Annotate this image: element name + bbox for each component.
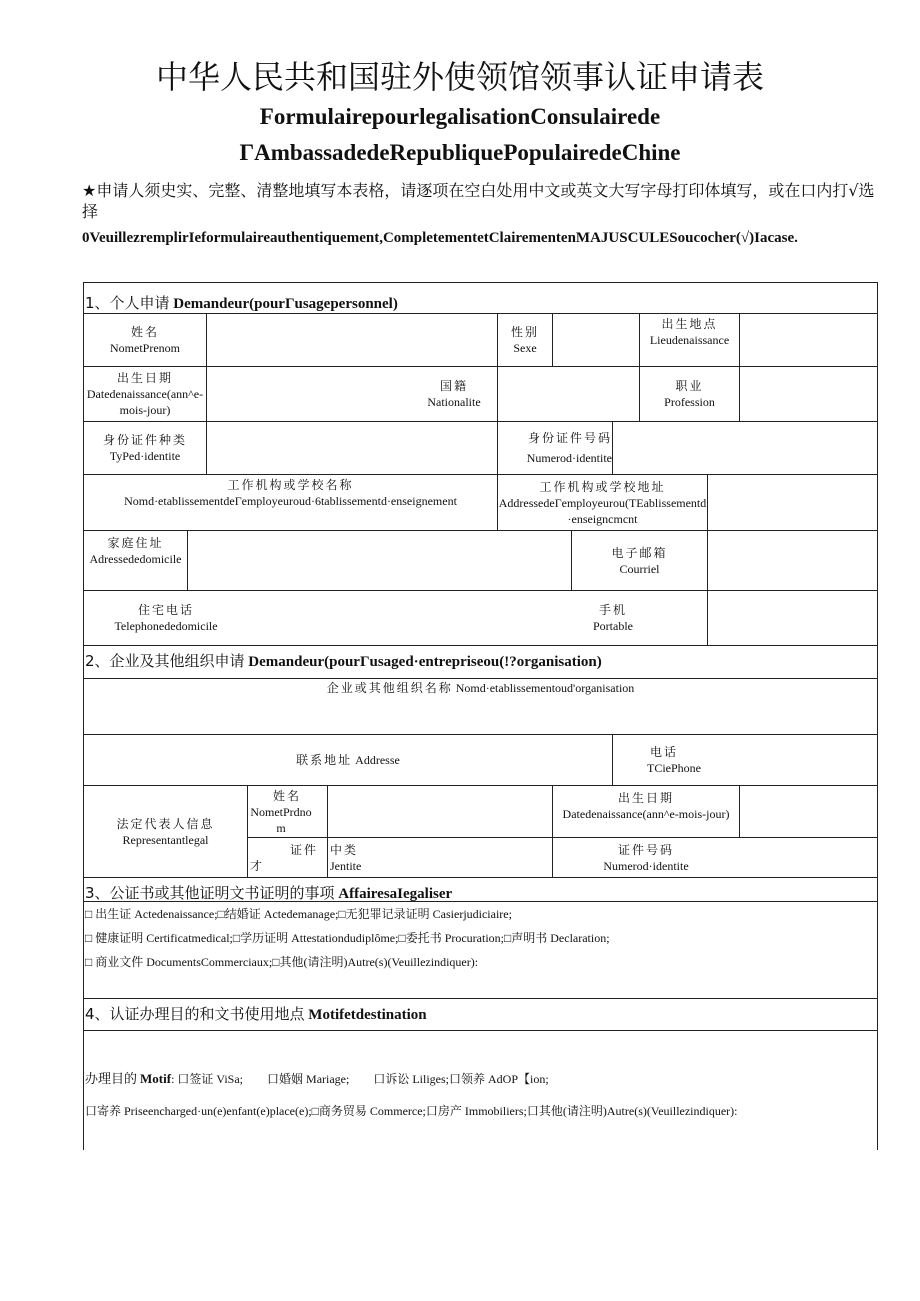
id-number-field[interactable]: [613, 422, 877, 474]
profession-field[interactable]: [740, 367, 877, 421]
mobile-label: 手机 Portable: [593, 603, 633, 633]
sex-field[interactable]: [553, 314, 639, 366]
birthplace-label: 出生地点 Lieudenaissance: [649, 317, 730, 347]
organization-name-field[interactable]: [84, 697, 877, 734]
employer-address-label: 工作机构或学校地址 AddressedeΓemployeurou(TEablissementd·enseigncmcnt: [498, 479, 707, 526]
documents-checkbox-line-1[interactable]: □ 出生证 Actedenaissance;□结婚证 Actedemanage;□无犯罪记录证明 Casierjudiciaire;: [85, 907, 512, 921]
home-address-field[interactable]: [188, 531, 571, 590]
name-label: 姓名 NometPrenom: [110, 325, 180, 355]
email-label: 电子邮箱 Courriel: [611, 545, 668, 576]
rep-name-field[interactable]: [328, 786, 552, 837]
section-3-heading: 3、公证书或其他证明文书证明的事项 AffairesaIegaliser: [85, 884, 453, 902]
rep-id-type-label-left: 证件 才: [250, 842, 319, 873]
id-type-label: 身份证件种类 TyPed·identite: [102, 433, 187, 463]
rep-id-number-field[interactable]: [740, 838, 877, 877]
form-title-french-line1: FormulairepourlegalisationConsulairede: [259, 104, 661, 129]
motif-line-2[interactable]: 口寄养 Priseencharged·un(e)enfant(e)place(e);□商务贸易 Commerce;口房产 Immobiliers;口其他(请注明)Autre(s)(Veuillezindiquer):: [85, 1104, 738, 1118]
mobile-field[interactable]: [708, 591, 877, 645]
organization-name-label: 企业或其他组织名称 Nomd·etablissementoud'organisation: [326, 681, 635, 695]
nationality-label: 国籍 Nationalite: [427, 379, 481, 409]
documents-checkbox-line-3[interactable]: □ 商业文件 DocumentsCommerciaux;□其他(请注明)Autre(s)(Veuillezindiquer):: [85, 955, 479, 969]
organization-address-label: 联系地址 Addresse: [296, 753, 400, 767]
rep-birthdate-field[interactable]: [740, 786, 877, 837]
instructions: [82, 180, 882, 249]
rep-id-type-label-right: 中类 Jentite: [330, 842, 362, 873]
nationality-field[interactable]: [498, 367, 639, 421]
documents-checkbox-line-2[interactable]: □ 健康证明 Certificatmedical;□学历证明 Attestationdudiplôme;□委托书 Procuration;□声明书 Declaration;: [85, 931, 610, 945]
id-type-field[interactable]: [207, 422, 497, 474]
instructions-french: 0VeuillezremplirIeformulaireauthentiquement,CompletementetClairementenMAJUSCULESoucocher(√)Iacase.: [82, 230, 798, 246]
home-phone-label: 住宅电话 Telephonededomicile: [114, 603, 218, 633]
legal-representative-label: 法定代表人信息 Representantlegal: [116, 816, 215, 847]
section-1-heading: 1、个人申请 Demandeur(pourΓusagepersonnel): [85, 294, 398, 312]
birthdate-label: 出生日期 Datedenaissance(ann^e-mois-jour): [86, 371, 204, 417]
form-title-french-line2: ΓAmbassadedeRepubliquePopulairedeChine: [239, 140, 681, 165]
rep-name-label: 姓名 NometPrdnom: [250, 788, 312, 835]
home-address-label: 家庭住址 Adressededomicile: [89, 536, 182, 566]
form-title-chinese: 中华人民共和国驻外使领馆领事认证申请表: [155, 58, 764, 96]
birthplace-field[interactable]: [740, 314, 877, 366]
name-field[interactable]: [207, 314, 497, 366]
section-4-heading: 4、认证办理目的和文书使用地点 Motifetdestination: [85, 1005, 427, 1023]
employer-address-field[interactable]: [708, 475, 877, 530]
instructions-chinese: ★申请人须史实、完整、清整地填写本表格，请逐项在空白处用中文或英文大写字母打印体填写，或在口内打√选择: [82, 181, 875, 221]
profession-label: 职业 Profession: [664, 379, 715, 409]
employer-name-label: 工作机构或学校名称 Nomd·etablissementdeΓemployeuroud·6tablissementd·enseignement: [124, 478, 457, 508]
id-number-label: 身份证件号码 Numerod·identite: [526, 431, 612, 465]
rep-id-number-label: 证件号码 Numerod·identite: [603, 842, 689, 873]
sex-label: 性别 Sexe: [510, 325, 539, 355]
motif-line-1[interactable]: 办理目的 Motif: 口签证 ViSa; 口婚姻 Mariage; 口诉讼 Liliges;口领养 AdOP【ion;: [85, 1071, 549, 1087]
rep-birthdate-label: 出生日期 Datedenaissance(ann^e-mois-jour): [562, 791, 730, 821]
section-2-heading: 2、企业及其他组织申请 Demandeur(pourΓusaged·entrepriseou(!?organisation): [85, 652, 602, 670]
email-field[interactable]: [708, 531, 877, 590]
organization-phone-label: 电话 TCiePhone: [647, 745, 701, 775]
